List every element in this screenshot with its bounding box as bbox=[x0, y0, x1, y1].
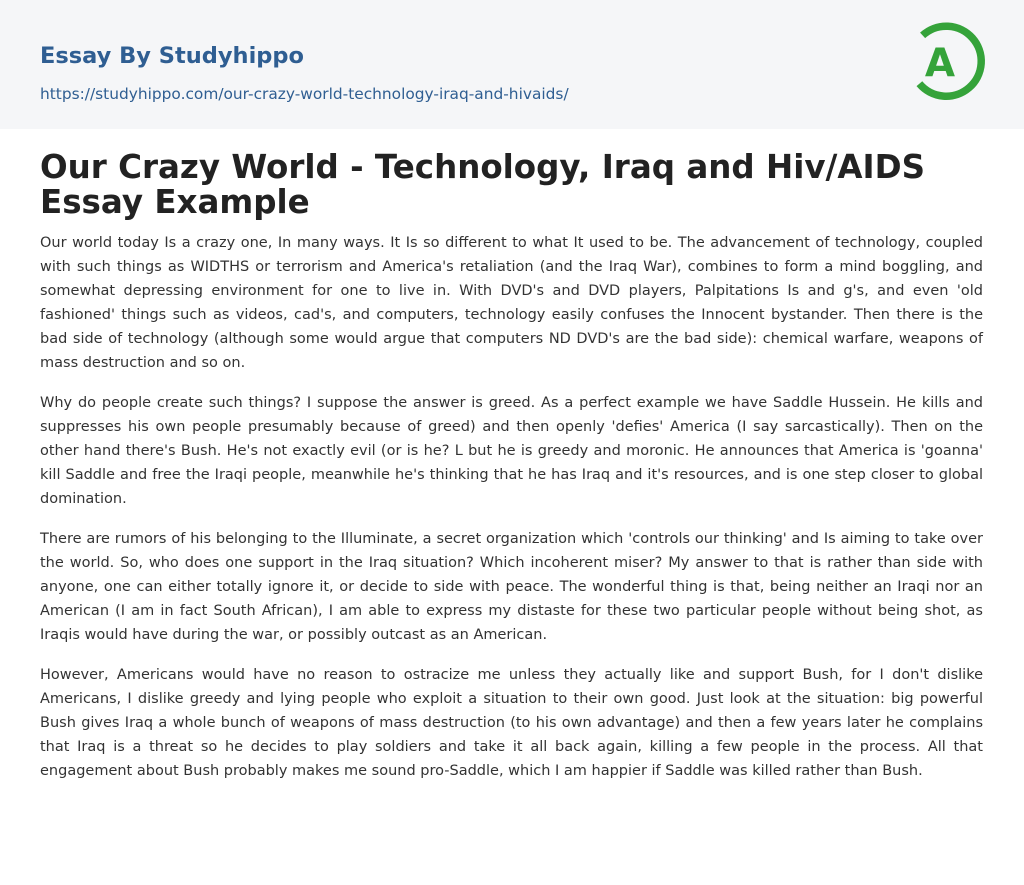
site-brand-title[interactable]: Essay By Studyhippo bbox=[40, 43, 304, 69]
essay-paragraph: Our world today Is a crazy one, In many ways. It Is so different to what It used to be. The advancement of technology, coupled with such things as WIDTHS or terrorism and America's retaliation (and the Iraq War), combines to form a mind boggling, and somewhat depressing environment for one to live in. With DVD's and DVD players, Palpitations Is and g's, and even 'old fashioned' things such as videos, cad's, and computers, technology easily confuses the Innocent bystander. Then there is the bad side of technology (although some would argue that computers ND DVD's are the bad side): chemical warfare, weapons of mass destruction and so on. bbox=[40, 235, 983, 371]
essay-body bbox=[40, 231, 983, 783]
essay-title bbox=[40, 150, 983, 220]
essay-title-line-1: Our Crazy World - Technology, Iraq and Hiv/AIDS bbox=[40, 148, 926, 186]
essay-title-line-2: Essay Example bbox=[40, 183, 310, 221]
site-header bbox=[0, 0, 1024, 129]
essay-paragraph: There are rumors of his belonging to the Illuminate, a secret organization which 'controls our thinking' and Is aiming to take over the world. So, who does one support in the Iraq situation? Which incoherent miser? My answer to that is rather than side with anyone, one can either totally ignore it, or decide to side with peace. The wonderful thing is that, being neither an Iraqi nor an American (I am in fact South African), I am able to express my distaste for these two particular people without being shot, as Iraqis would have during the war, or possibly outcast as an American. bbox=[40, 531, 983, 643]
essay-main bbox=[40, 150, 983, 799]
essay-paragraph: However, Americans would have no reason to ostracize me unless they actually like and support Bush, for I don't dislike Americans, I dislike greedy and lying people who exploit a situation to their own good. Just look at the situation: big powerful Bush gives Iraq a whole bunch of weapons of mass destruction (to his own advantage) and then a few years later he complains that Iraq is a threat so he decides to play soldiers and take it all back again, killing a few people in the process. All that engagement about Bush probably makes me sound pro-Saddle, which I am happier if Saddle was killed rather than Bush. bbox=[40, 667, 983, 779]
essay-paragraph: Why do people create such things? I suppose the answer is greed. As a perfect example we have Saddle Hussein. He kills and suppresses his own people presumably because of greed) and then openly 'defies' America (I say sarcastically). Then on the other hand there's Bush. He's not exactly evil (or is he? L but he is greedy and moronic. He announces that America is 'goanna' kill Saddle and free the Iraqi people, meanwhile he's thinking that he has Iraq and it's resources, and is one step closer to global domination. bbox=[40, 395, 983, 507]
studyhippo-logo-icon[interactable] bbox=[912, 19, 986, 105]
logo-letter: A bbox=[924, 41, 956, 86]
source-url-link[interactable]: https://studyhippo.com/our-crazy-world-technology-iraq-and-hivaids/ bbox=[40, 85, 569, 103]
